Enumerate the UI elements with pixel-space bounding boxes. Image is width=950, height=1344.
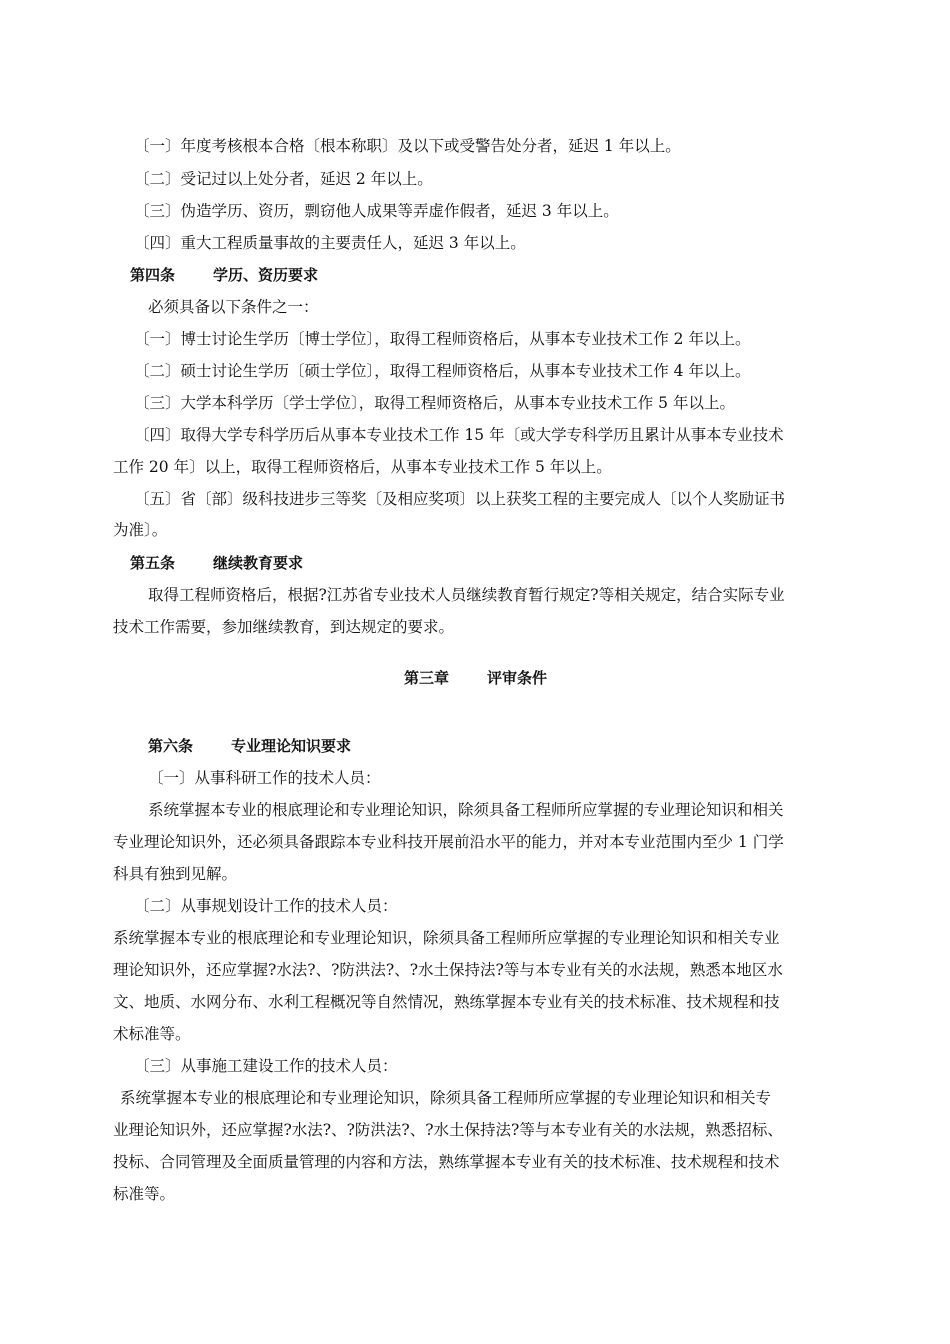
paragraph-line: 系统掌握本专业的根底理论和专业理论知识，除须具备工程师所应掌握的专业理论知识和相关专 — [120, 1089, 772, 1107]
chapter-heading — [404, 668, 547, 688]
paragraph-line: 〔一〕年度考核根本合格〔根本称职〕及以下或受警告处分者，延迟 1 年以上。 — [134, 137, 681, 155]
paragraph-line: 工作 20 年〕以上，取得工程师资格后，从事本专业技术工作 5 年以上。 — [113, 458, 612, 476]
paragraph-line: 系统掌握本专业的根底理论和专业理论知识，除须具备工程师所应掌握的专业理论知识和相关 — [148, 801, 784, 819]
paragraph-line: 专业理论知识外，还必须具备跟踪本专业科技开展前沿水平的能力，并对本专业范围内至少 1 门学 — [113, 833, 784, 851]
paragraph-line: 〔四〕重大工程质量事故的主要责任人，延迟 3 年以上。 — [134, 234, 526, 252]
chapter-number: 第三章 — [404, 669, 450, 687]
paragraph-line: 〔二〕从事规划设计工作的技术人员： — [134, 897, 398, 915]
paragraph-line: 〔一〕博士讨论生学历〔博士学位〕，取得工程师资格后，从事本专业技术工作 2 年以上。 — [134, 330, 751, 348]
article-heading — [148, 736, 351, 756]
paragraph-line: 为准〕。 — [113, 521, 168, 539]
paragraph-line: 系统掌握本专业的根底理论和专业理论知识，除须具备工程师所应掌握的专业理论知识和相关专业 — [113, 929, 780, 947]
paragraph-line: 取得工程师资格后，根据?江苏省专业技术人员继续教育暂行规定?等相关规定，结合实际专业 — [148, 586, 785, 604]
paragraph-line: 〔五〕省〔部〕级科技进步三等奖〔及相应奖项〕以上获奖工程的主要完成人〔以个人奖励证书 — [134, 490, 786, 508]
paragraph-line: 必须具备以下条件之一： — [148, 298, 319, 316]
article-number: 第五条 — [130, 554, 176, 572]
article-heading — [130, 553, 303, 573]
article-title: 学历、资历要求 — [213, 266, 319, 284]
paragraph-line: 〔三〕大学本科学历〔学士学位〕，取得工程师资格后，从事本专业技术工作 5 年以上。 — [134, 394, 735, 412]
paragraph-line: 技术工作需要，参加继续教育，到达规定的要求。 — [113, 618, 455, 636]
paragraph-line: 科具有独到见解。 — [113, 865, 238, 883]
article-number: 第四条 — [130, 266, 176, 284]
paragraph-line: 业理论知识外，还应掌握?水法?、?防洪法?、?水土保持法?等与本专业有关的水法规，熟悉招标、 — [113, 1121, 783, 1139]
paragraph-line: 文、地质、水网分布、水利工程概况等自然情况，熟练掌握本专业有关的技术标准、技术规程和技 — [113, 993, 780, 1011]
paragraph-line: 〔二〕受记过以上处分者，延迟 2 年以上。 — [134, 170, 433, 188]
paragraph-line: 〔一〕从事科研工作的技术人员： — [148, 769, 381, 787]
chapter-title: 评审条件 — [487, 669, 548, 687]
paragraph-line: 标准等。 — [113, 1185, 176, 1203]
article-number: 第六条 — [148, 737, 194, 755]
article-heading — [130, 265, 318, 285]
paragraph-line: 〔四〕取得大学专科学历后从事本专业技术工作 15 年〔或大学专科学历且累计从事本专业技术 — [134, 426, 784, 444]
paragraph-line: 投标、合同管理及全面质量管理的内容和方法，熟练掌握本专业有关的技术标准、技术规程和技术 — [113, 1153, 780, 1171]
article-title: 专业理论知识要求 — [231, 737, 352, 755]
paragraph-line: 术标准等。 — [113, 1025, 191, 1043]
paragraph-line: 〔三〕伪造学历、资历，剽窃他人成果等弄虚作假者，延迟 3 年以上。 — [134, 202, 619, 220]
paragraph-line: 理论知识外，还应掌握?水法?、?防洪法?、?水土保持法?等与本专业有关的水法规，熟悉本地区水 — [113, 961, 783, 979]
paragraph-line: 〔二〕硕士讨论生学历〔硕士学位〕，取得工程师资格后，从事本专业技术工作 4 年以上。 — [134, 362, 751, 380]
paragraph-line: 〔三〕从事施工建设工作的技术人员： — [134, 1057, 398, 1075]
article-title: 继续教育要求 — [213, 554, 304, 572]
